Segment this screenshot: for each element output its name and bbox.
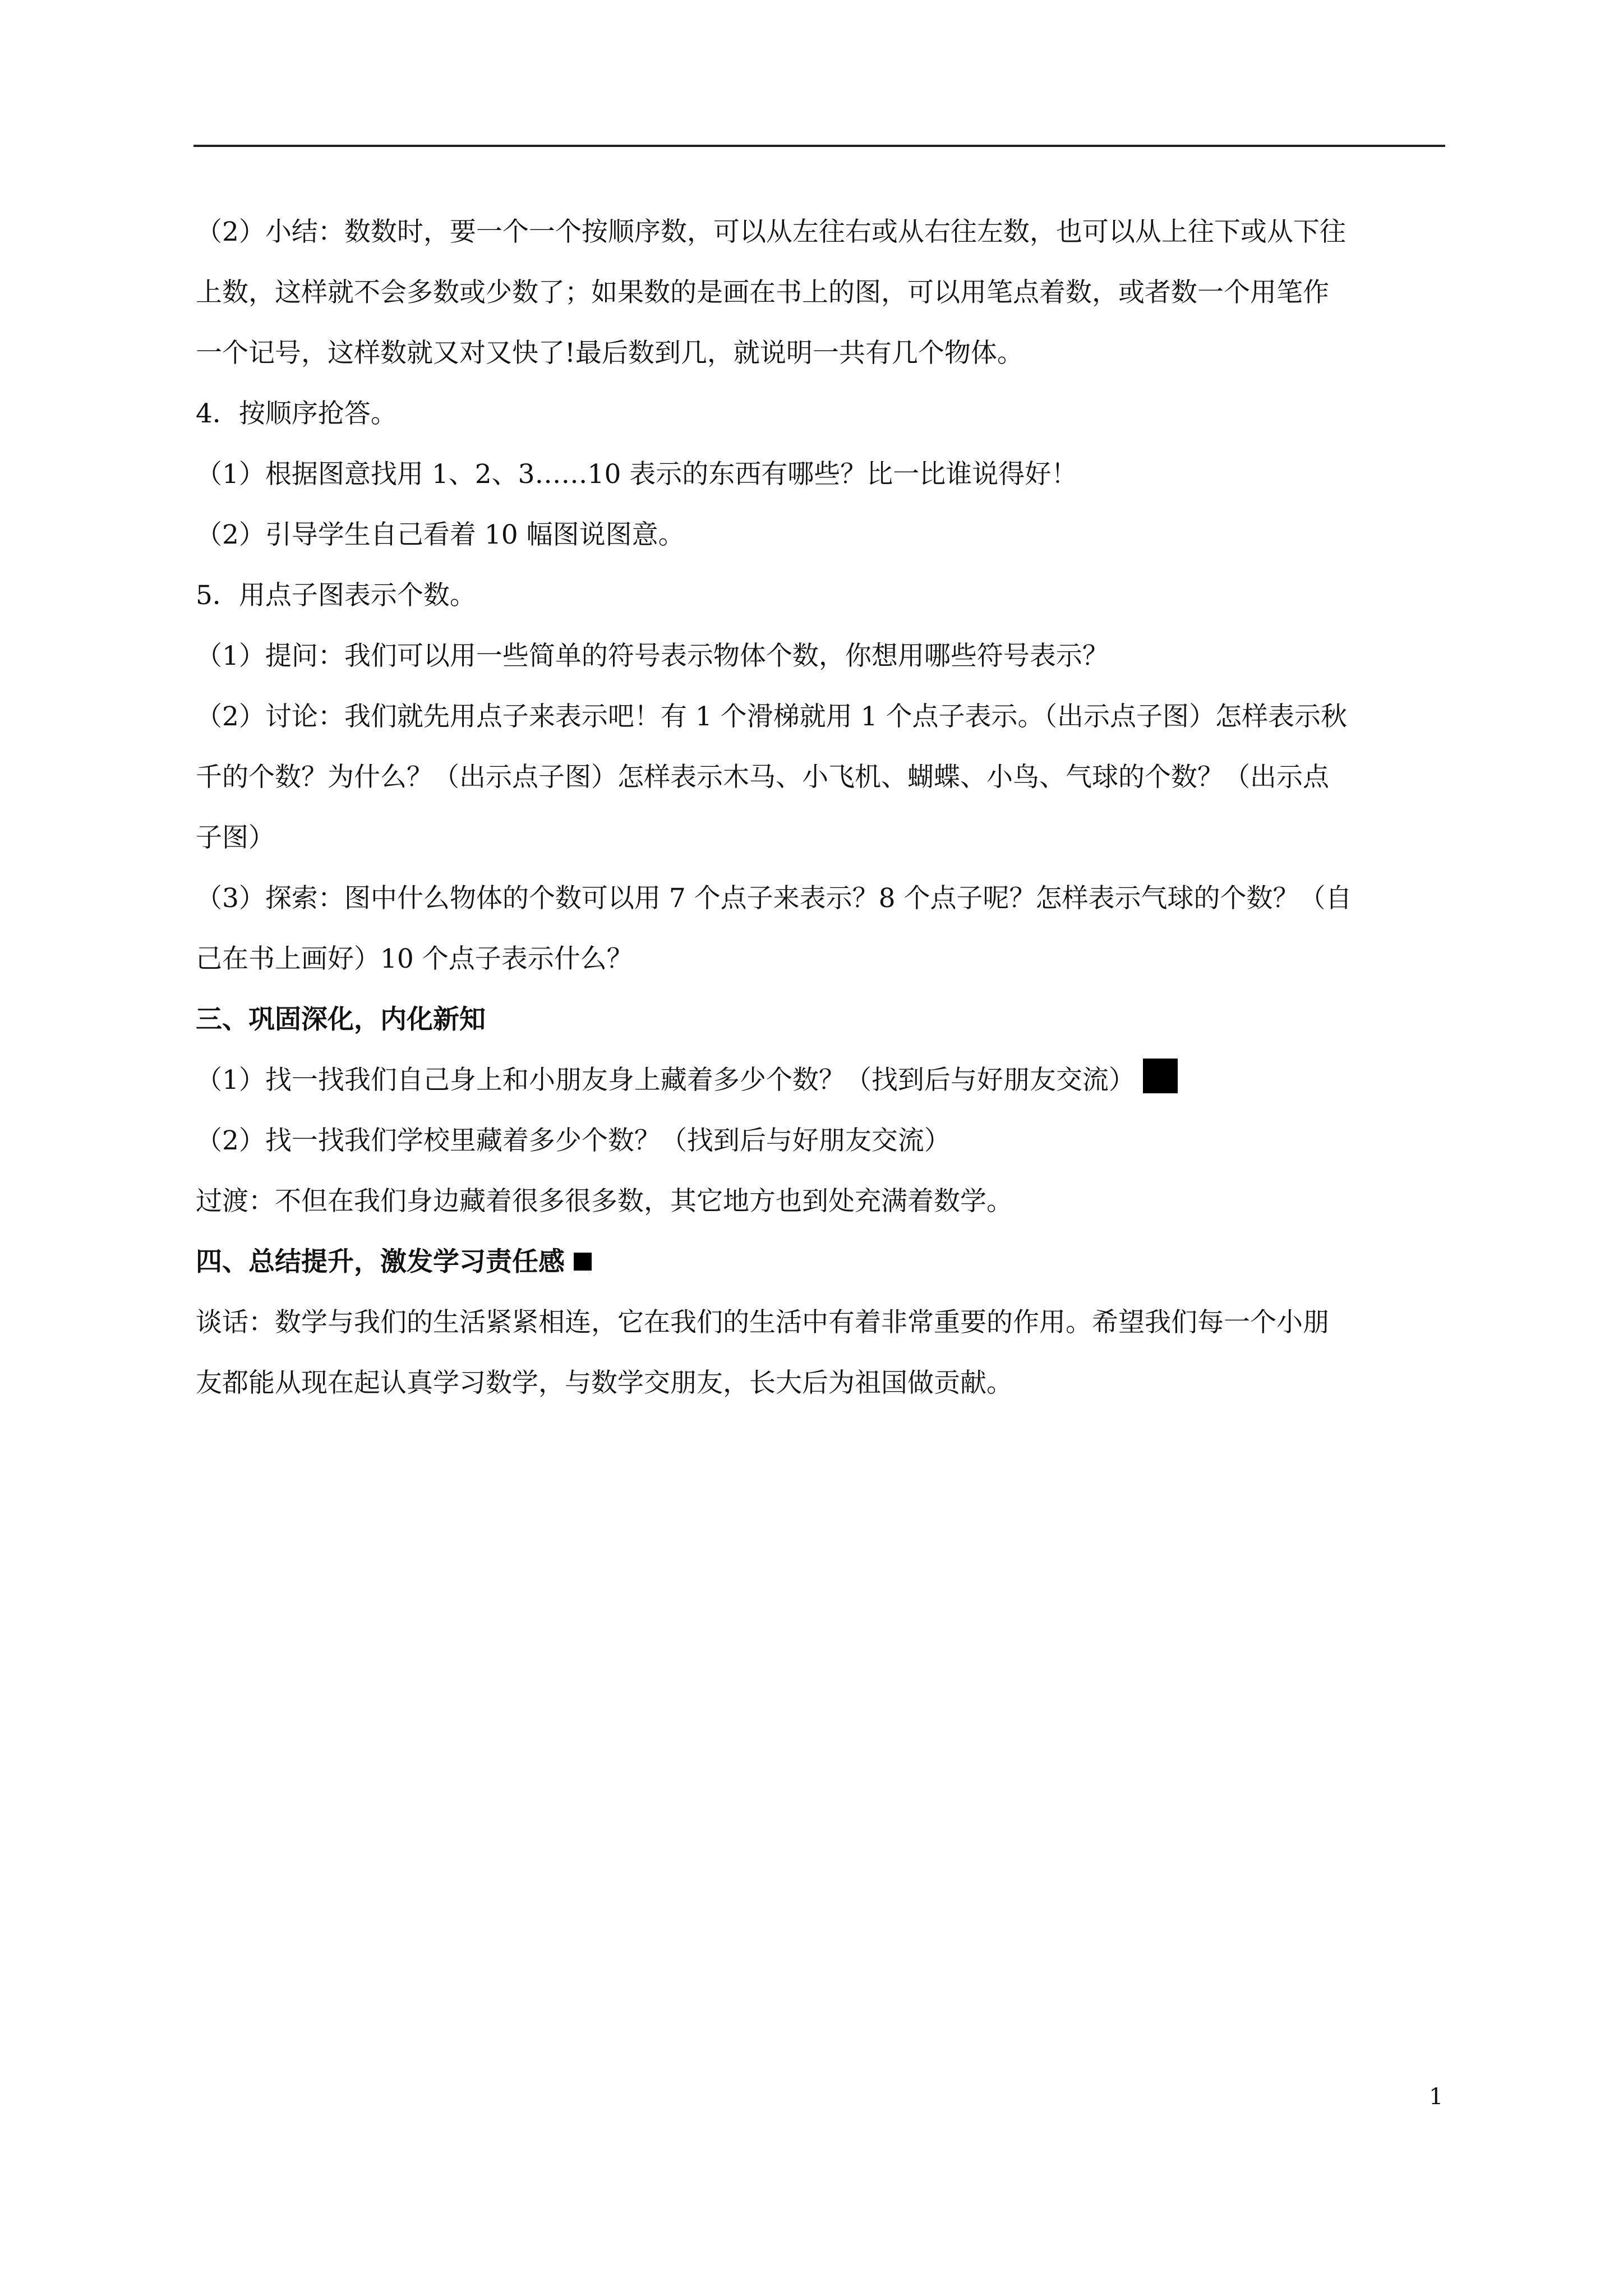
list-heading: 5．用点子图表示个数。	[196, 580, 476, 611]
paragraph-line: （2）小结：数数时，要一个一个按顺序数，可以从左往右或从右往左数，也可以从上往下或从下往	[196, 217, 1346, 247]
paragraph-line: 千的个数？为什么？（出示点子图）怎样表示木马、小飞机、蝴蝶、小鸟、气球的个数？（出示点	[196, 762, 1329, 793]
paragraph-text: （1）找一找我们自己身上和小朋友身上藏着多少个数？（找到后与好朋友交流）	[196, 1065, 1135, 1096]
section-heading-with-marker	[196, 1232, 1444, 1292]
list-heading: 4．按顺序抢答。	[196, 398, 397, 429]
header-rule	[193, 145, 1445, 147]
paragraph-line: 谈话：数学与我们的生活紧紧相连，它在我们的生活中有着非常重要的作用。希望我们每一个小朋	[196, 1307, 1329, 1338]
paragraph-line: （3）探索：图中什么物体的个数可以用 7 个点子来表示？8 个点子呢？怎样表示气球的个数？（自	[196, 883, 1352, 914]
paragraph-line: 己在书上画好）10 个点子表示什么？	[196, 944, 633, 974]
section-heading-text: 四、总结提升，激发学习责任感	[196, 1246, 565, 1277]
paragraph-line-with-marker	[196, 1050, 1444, 1111]
paragraph-line: 过渡：不但在我们身边藏着很多很多数，其它地方也到处充满着数学。	[196, 1186, 1013, 1217]
paragraph-line: 子图）	[196, 822, 275, 853]
paragraph-line: 一个记号，这样数就又对又快了!最后数到几，就说明一共有几个物体。	[196, 338, 1023, 369]
paragraph-line: （2）讨论：我们就先用点子来表示吧！有 1 个滑梯就用 1 个点子表示。（出示点子图）怎样表示秋	[196, 701, 1347, 732]
paragraph-line: （1）提问：我们可以用一些简单的符号表示物体个数，你想用哪些符号表示？	[196, 641, 1109, 671]
black-square-marker	[1143, 1059, 1178, 1093]
section-heading: 三、巩固深化，内化新知	[196, 1004, 486, 1035]
page-number: 1	[1429, 2084, 1444, 2110]
paragraph-line: （2）找一找我们学校里藏着多少个数？（找到后与好朋友交流）	[196, 1125, 951, 1156]
black-square-marker	[574, 1253, 592, 1271]
paragraph-line: （1）根据图意找用 1、2、3……10 表示的东西有哪些？比一比谁说得好！	[196, 459, 1078, 490]
paragraph-line: 友都能从现在起认真学习数学，与数学交朋友，长大后为祖国做贡献。	[196, 1368, 1013, 1398]
paragraph-line: （2）引导学生自己看着 10 幅图说图意。	[196, 519, 685, 550]
paragraph-line: 上数，这样就不会多数或少数了；如果数的是画在书上的图，可以用笔点着数，或者数一个用笔作	[196, 277, 1329, 308]
document-body	[196, 202, 1444, 1414]
